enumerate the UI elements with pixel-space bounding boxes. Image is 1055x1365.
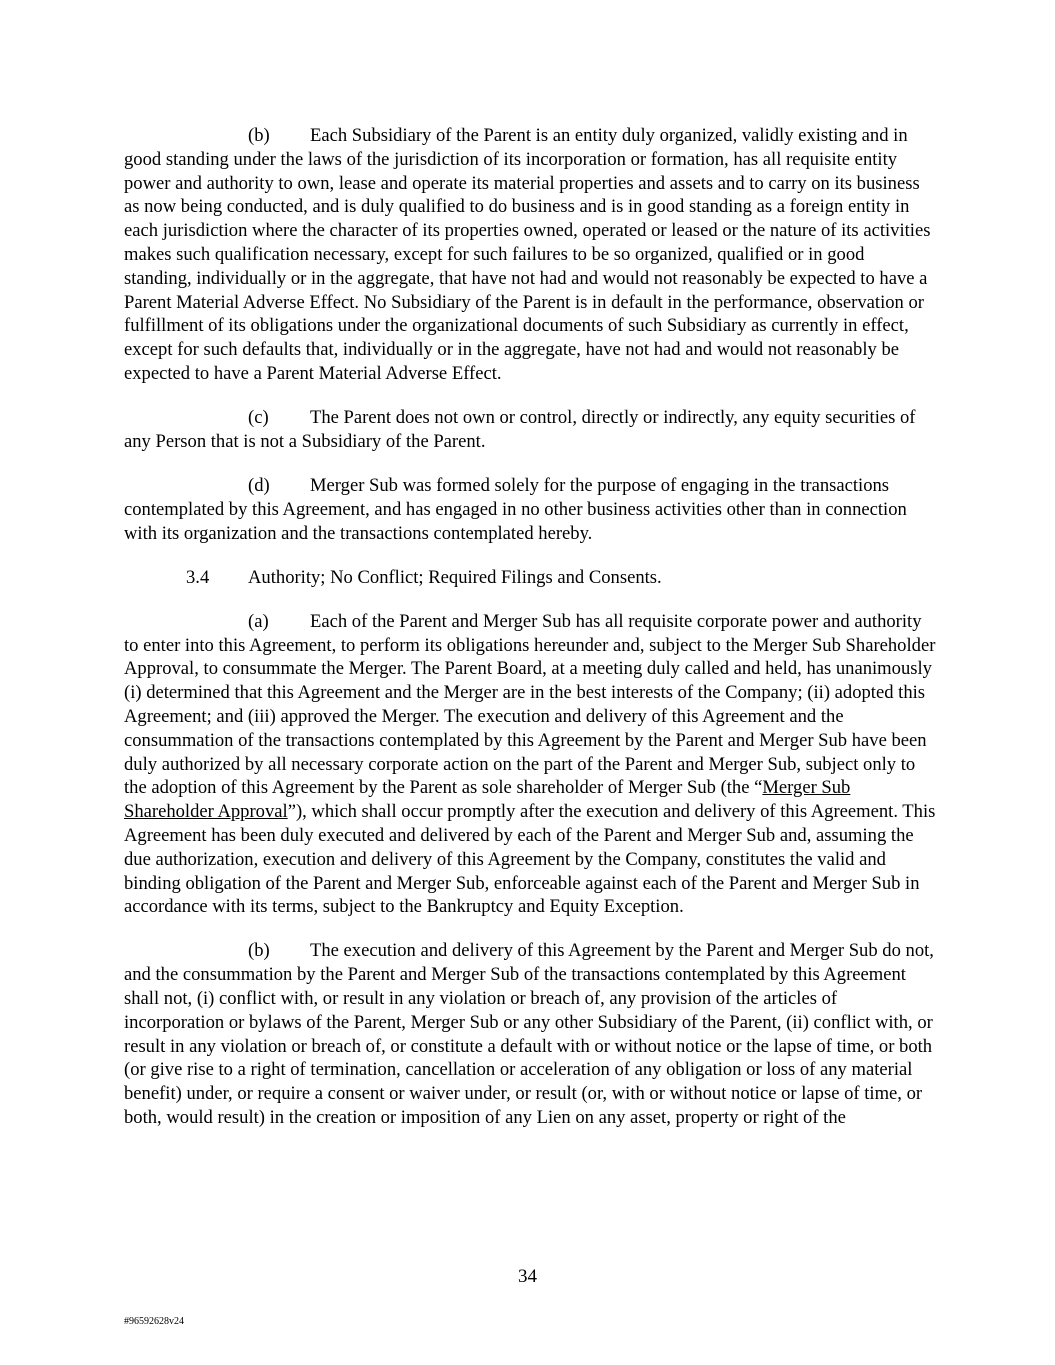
paragraph-3-3-b bbox=[124, 124, 936, 386]
document-id: #96592628v24 bbox=[124, 1316, 184, 1327]
paragraph-text: Merger Sub was formed solely for the purpose of engaging in the transactions contemplated by this Agreement, and has engaged in no other business activities other than in connection with its organization and the transactions contemplated hereby. bbox=[124, 474, 907, 544]
paragraph-label: (b) bbox=[248, 940, 270, 962]
paragraph-label: (a) bbox=[248, 610, 269, 632]
section-heading-3-4 bbox=[124, 566, 936, 590]
paragraph-3-4-b bbox=[124, 939, 936, 1129]
paragraph-text-after: ”), which shall occur promptly after the execution and delivery of this Agreement. This Agreement has been duly executed and delivered by each of the Parent and Merger Sub and, assuming the due authorization, execution and delivery of this Agreement by the Company, constitutes the valid and binding obligation of the Parent and Merger Sub, enforceable against each of the Parent and Merger Sub in accordance with its terms, subject to the Bankruptcy and Equity Exception. bbox=[124, 801, 936, 918]
page-number: 34 bbox=[518, 1266, 537, 1287]
paragraph-label: (c) bbox=[248, 407, 269, 429]
paragraph-label: (d) bbox=[248, 474, 270, 496]
paragraph-text-before: Each of the Parent and Merger Sub has all requisite corporate power and authority to enter into this Agreement, to perform its obligations hereunder and, subject to the Merger Sub Shareholder Approval, to consummate the Merger. The Parent Board, at a meeting duly called and held, has unanimously (i) determined that this Agreement and the Merger are in the best interests of the Company; (ii) adopted this Agreement; and (iii) approved the Merger. The execution and delivery of this Agreement and the consummation of the transactions contemplated by this Agreement by the Parent and Merger Sub have been duly authorized by all necessary corporate action on the part of the Parent and Merger Sub, subject only to the adoption of this Agreement by the Parent as sole shareholder of Merger Sub (the “ bbox=[124, 610, 936, 799]
paragraph-text: Each Subsidiary of the Parent is an entity duly organized, validly existing and in good standing under the laws of the jurisdiction of its incorporation or formation, has all requisite entity power and authority to own, lease and operate its material properties and assets and to carry on its business as now being conducted, and is duly qualified to do business and is in good standing as a foreign entity in each jurisdiction where the character of its properties owned, operated or leased or the nature of its activities makes such qualification necessary, except for such failures to be so organized, qualified or in good standing, individually or in the aggregate, that have not had and would not reasonably be expected to have a Parent Material Adverse Effect. No Subsidiary of the Parent is in default in the performance, observation or fulfillment of its obligations under the organizational documents of such Subsidiary as currently in effect, except for such defaults that, individually or in the aggregate, have not had and would not reasonably be expected to have a Parent Material Adverse Effect. bbox=[124, 125, 931, 384]
document-body bbox=[124, 124, 936, 1150]
section-title: Authority; No Conflict; Required Filings and Consents. bbox=[248, 566, 662, 588]
defined-term: Merger Sub Shareholder Approval bbox=[124, 777, 851, 823]
paragraph-3-3-d bbox=[124, 474, 936, 545]
paragraph-3-3-c bbox=[124, 406, 936, 454]
paragraph-text: The execution and delivery of this Agreement by the Parent and Merger Sub do not, and the consummation by the Parent and Merger Sub of the transactions contemplated by this Agreement shall not, (i) conflict with, or result in any violation or breach of, any provision of the articles of incorporation or bylaws of the Parent, Merger Sub or any other Subsidiary of the Parent, (ii) conflict with, or result in any violation or breach of, or constitute a default with or without notice or the lapse of time, or both (or give rise to a right of termination, cancellation or acceleration of any obligation or loss of any material benefit) under, or require a consent or waiver under, or result (or, with or without notice or lapse of time, or both, would result) in the creation or imposition of any Lien on any asset, property or right of the bbox=[124, 940, 934, 1128]
paragraph-text: The Parent does not own or control, directly or indirectly, any equity securities of any Person that is not a Subsidiary of the Parent. bbox=[124, 407, 916, 452]
paragraph-3-4-a bbox=[124, 610, 936, 919]
paragraph-label: (b) bbox=[248, 125, 270, 146]
section-number: 3.4 bbox=[186, 566, 210, 588]
